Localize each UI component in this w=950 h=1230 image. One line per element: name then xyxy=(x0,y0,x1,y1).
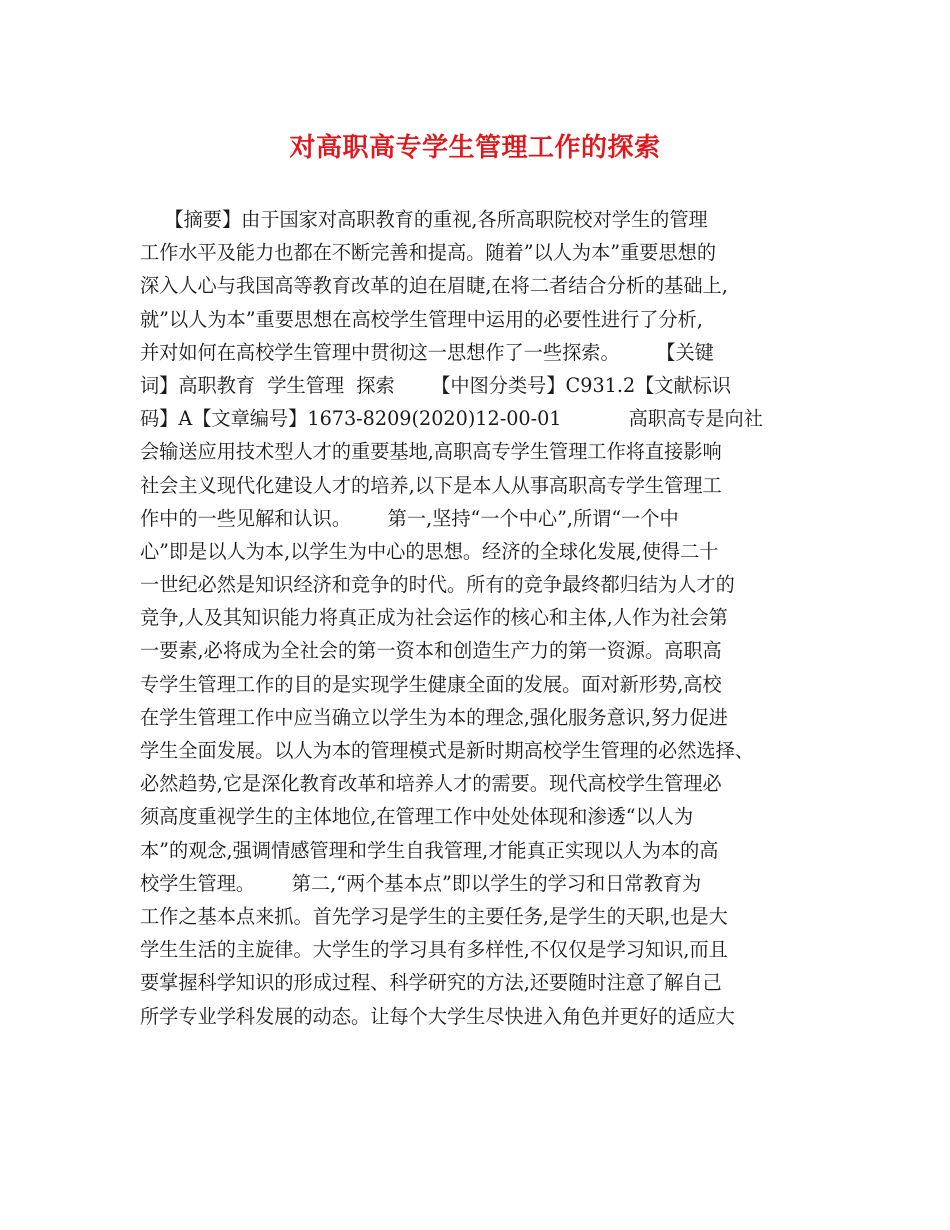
body-line: 一世纪必然是知识经济和竞争的时代。所有的竞争最终都归结为人才的 xyxy=(140,573,735,597)
body-line: 一要素,必将成为全社会的第一资本和创造生产力的第一资源。高职高 xyxy=(140,639,722,663)
body-line: 专学生管理工作的目的是实现学生健康全面的发展。面对新形势,高校 xyxy=(140,672,722,696)
body-line: 竞争,人及其知识能力将真正成为社会运作的核心和主体,人作为社会第 xyxy=(140,606,728,630)
body-line: 【摘要】由于国家对高职教育的重视,各所高职院校对学生的管理 xyxy=(140,208,708,231)
body-line: 要掌握科学知识的形成过程、科学研究的方法,还要随时注意了解自己 xyxy=(140,971,722,995)
body-line: 学生全面发展。以人为本的管理模式是新时期高校学生管理的必然选择、 xyxy=(140,739,754,762)
body-line: 工作之基本点来抓。首先学习是学生的主要任务,是学生的天职,也是大 xyxy=(140,904,728,928)
body-line: 就”以人为本”重要思想在高校学生管理中运用的必要性进行了分析, xyxy=(140,307,703,331)
body-line: 须高度重视学生的主体地位,在管理工作中处处体现和渗透“以人为 xyxy=(140,805,694,829)
body-line: 码】A【文章编号】1673-8209(2020)12-00-01 高职高专是向社 xyxy=(140,407,763,431)
body-line: 并对如何在高校学生管理中贯彻这一思想作了一些探索。 【关键 xyxy=(140,340,714,364)
body-line: 校学生管理。 第二,“两个基本点”即以学生的学习和日常教育为 xyxy=(140,871,702,895)
body-line: 工作水平及能力也都在不断完善和提高。随着”以人为本”重要思想的 xyxy=(140,241,717,265)
body-line: 会输送应用技术型人才的重要基地,高职高专学生管理工作将直接影响 xyxy=(140,440,722,464)
body-line: 心”即是以人为本,以学生为中心的思想。经济的全球化发展,使得二十 xyxy=(140,539,719,563)
body-line: 学生生活的主旋律。大学生的学习具有多样性,不仅仅是学习知识,而且 xyxy=(140,938,728,962)
body-line: 深入人心与我国高等教育改革的迫在眉睫,在将二者结合分析的基础上, xyxy=(140,274,728,298)
body-line: 必然趋势,它是深化教育改革和培养人才的需要。现代高校学生管理必 xyxy=(140,772,722,796)
body-line: 在学生管理工作中应当确立以学生为本的理念,强化服务意识,努力促进 xyxy=(140,705,728,729)
body-line: 本”的观念,强调情感管理和学生自我管理,才能真正实现以人为本的高 xyxy=(140,838,719,862)
document-body xyxy=(140,203,820,1033)
document-title: 对高职高专学生管理工作的探索 xyxy=(289,133,661,163)
body-line: 社会主义现代化建设人才的培养,以下是本人从事高职高专学生管理工 xyxy=(140,473,722,497)
body-line: 词】高职教育 学生管理 探索 【中图分类号】C931.2【文献标识 xyxy=(140,373,732,397)
body-line: 所学专业学科发展的动态。让每个大学生尽快进入角色并更好的适应大 xyxy=(140,1004,735,1028)
body-line: 作中的一些见解和认识。 第一,坚持“一个中心”,所谓“一个中 xyxy=(140,506,679,530)
